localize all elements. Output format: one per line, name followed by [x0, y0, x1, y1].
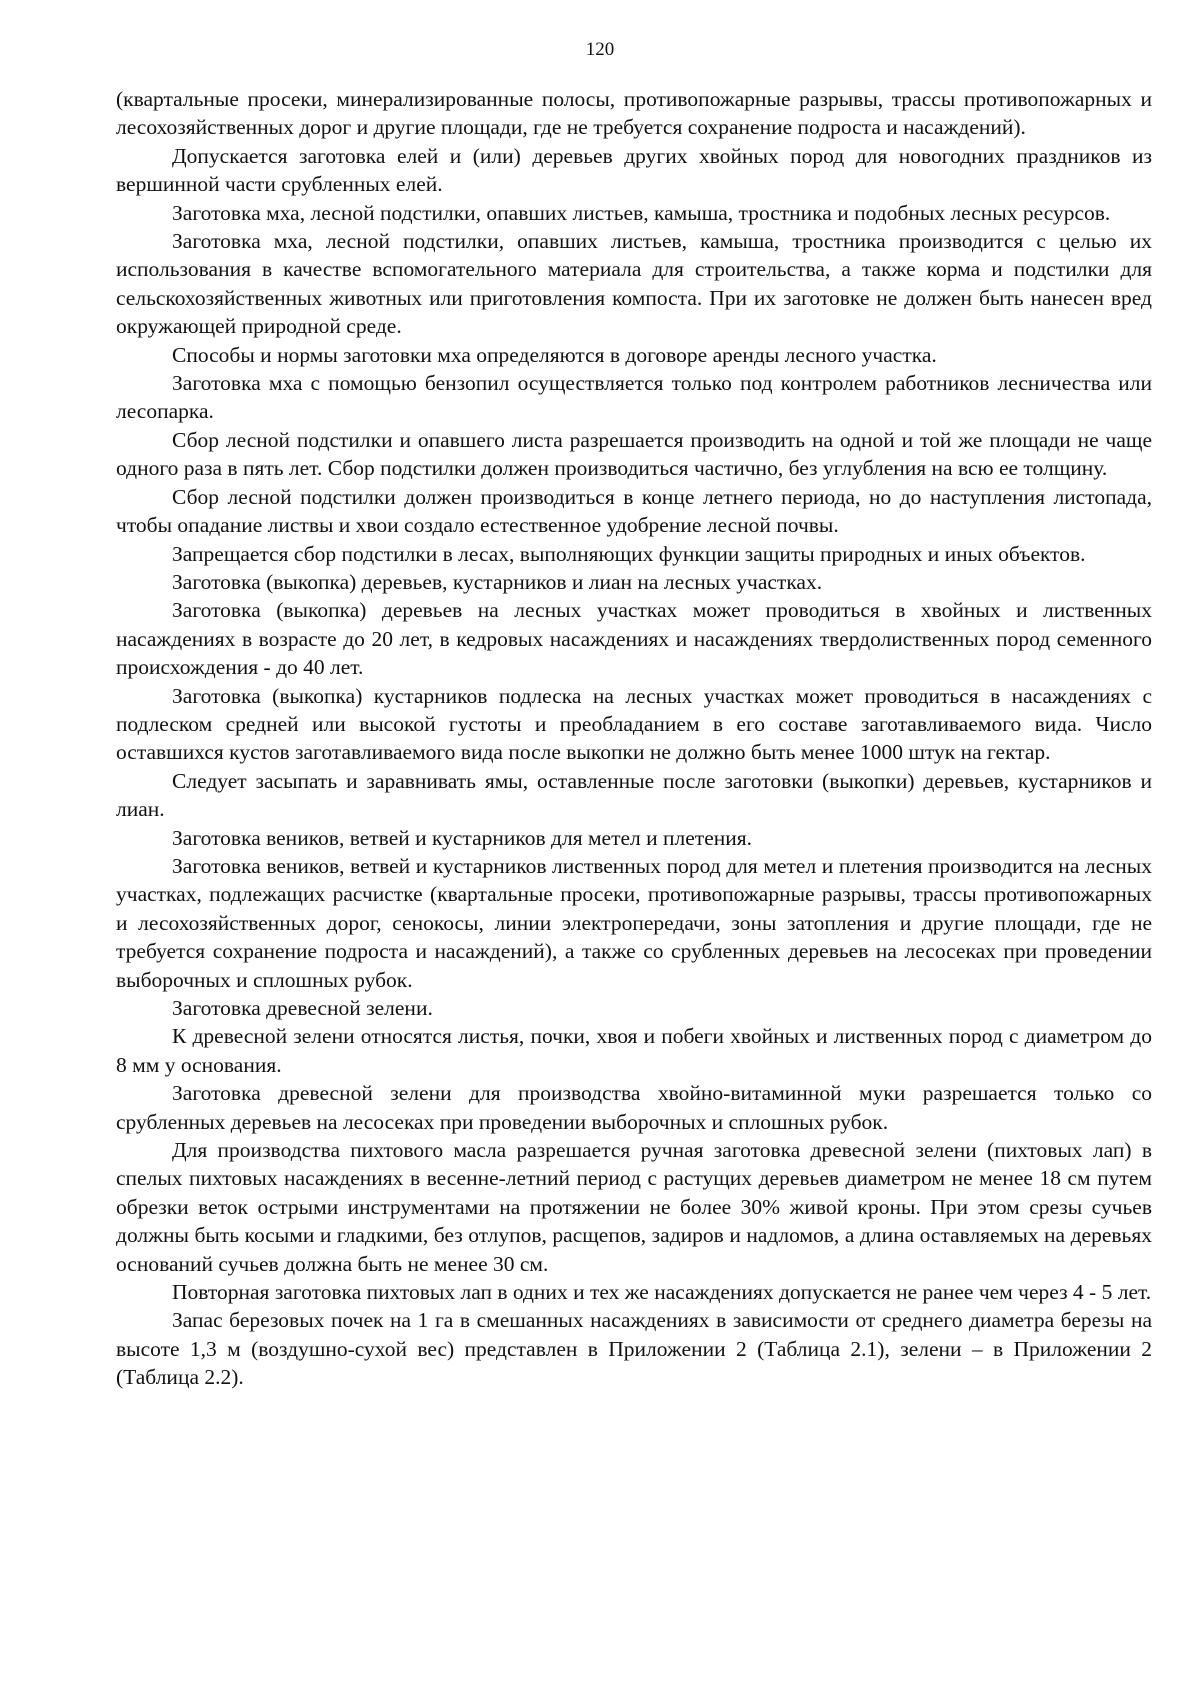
paragraph: К древесной зелени относятся листья, почки, хвоя и побеги хвойных и лиственных пород с диаметром до 8 мм у основания. — [116, 1024, 1152, 1077]
paragraph: Заготовка древесной зелени для производства хвойно-витаминной муки разрешается только со срубленных деревьев на лесосеках при проведении выборочных и сплошных рубок. — [116, 1081, 1152, 1134]
paragraph: Допускается заготовка елей и (или) деревьев других хвойных пород для новогодних праздников из вершинной части срубленных елей. — [116, 143, 1152, 197]
paragraph: Способы и нормы заготовки мха определяются в договоре аренды лесного участка. — [172, 342, 937, 367]
paragraph: Заготовка мха, лесной подстилки, опавших листьев, камыша, тростника и подобных лесных ресурсов. — [172, 200, 1111, 225]
paragraph: Заготовка (выкопка) деревьев, кустарников и лиан на лесных участках. — [172, 569, 823, 594]
paragraph: Заготовка (выкопка) кустарников подлеска на лесных участках может проводиться в насаждениях с подлеском средней или высокой густоты и преобладанием в его составе заготавливаемого вида. Число оставшихся кустов заготавливаемого вида после выкопки не должно быть менее 1000 штук на гектар. — [116, 683, 1152, 765]
page-number: 120 — [585, 39, 615, 60]
paragraph: Заготовка веников, ветвей и кустарников лиственных пород для метел и плетения производится на лесных участках, подлежащих расчистке (квартальные просеки, противопожарные разрывы, трассы противопожарных и лесохозяйственных дорог, сенокосы, линии электропередачи, зоны затопления и другие площади, где не требуется сохранение подроста и насаждений), а также со срубленных деревьев на лесосеках при проведении выборочных и сплошных рубок. — [116, 853, 1152, 992]
paragraph: (квартальные просеки, минерализированные полосы, противопожарные разрывы, трассы противопожарных и лесохозяйственных дорог и другие площади, где не требуется сохранение подроста и насаждений). — [116, 87, 1152, 140]
paragraph: Запрещается сбор подстилки в лесах, выполняющих функции защиты природных и иных объектов. — [172, 541, 1086, 566]
paragraph: Заготовка мха с помощью бензопил осуществляется только под контролем работников лесничества или лесопарка. — [116, 371, 1152, 424]
body-text — [116, 85, 1152, 1392]
paragraph: Заготовка (выкопка) деревьев на лесных участках может проводиться в хвойных и лиственных насаждениях в возрасте до 20 лет, в кедровых насаждениях и насаждениях твердолиственных пород семенного происхождения - до 40 лет. — [116, 598, 1152, 680]
paragraph: Сбор лесной подстилки и опавшего листа разрешается производить на одной и той же площади не чаще одного раза в пять лет. Сбор подстилки должен производиться частично, без углубления на всю ее толщину. — [116, 427, 1152, 481]
paragraph: Заготовка мха, лесной подстилки, опавших листьев, камыша, тростника производится с целью их использования в качестве вспомогательного материала для строительства, а также корма и подстилки для сельскохозяйственных животных или приготовления компоста. При их заготовке не должен быть нанесен вред окружающей природной среде. — [116, 229, 1152, 339]
paragraph: Заготовка веников, ветвей и кустарников для метел и плетения. — [172, 825, 753, 850]
paragraph: Запас березовых почек на 1 га в смешанных насаждениях в зависимости от среднего диаметра березы на высоте 1,3 м (воздушно-сухой вес) представлен в Приложении 2 (Таблица 2.1), зелени – в Приложении 2 (Таблица 2.2). — [116, 1308, 1152, 1390]
paragraph: Следует засыпать и заравнивать ямы, оставленные после заготовки (выкопки) деревьев, кустарников и лиан. — [116, 768, 1152, 822]
paragraph: Для производства пихтового масла разрешается ручная заготовка древесной зелени (пихтовых лап) в спелых пихтовых насаждениях в весенне-летний период с растущих деревьев диаметром не менее 18 см путем обрезки веток острыми инструментами на протяжении не более 30% живой кроны. При этом срезы сучьев должны быть косыми и гладкими, без отлупов, расщепов, задиров и надломов, а длина оставляемых на деревьях оснований сучьев должна быть не менее 30 см. — [116, 1138, 1152, 1276]
paragraph: Сбор лесной подстилки должен производиться в конце летнего периода, но до наступления листопада, чтобы опадание листвы и хвои создало естественное удобрение лесной почвы. — [116, 484, 1152, 538]
paragraph: Заготовка древесной зелени. — [172, 996, 433, 1020]
paragraph: Повторная заготовка пихтовых лап в одних и тех же насаждениях допускается не ранее чем через 4 - 5 лет. — [172, 1280, 1152, 1305]
